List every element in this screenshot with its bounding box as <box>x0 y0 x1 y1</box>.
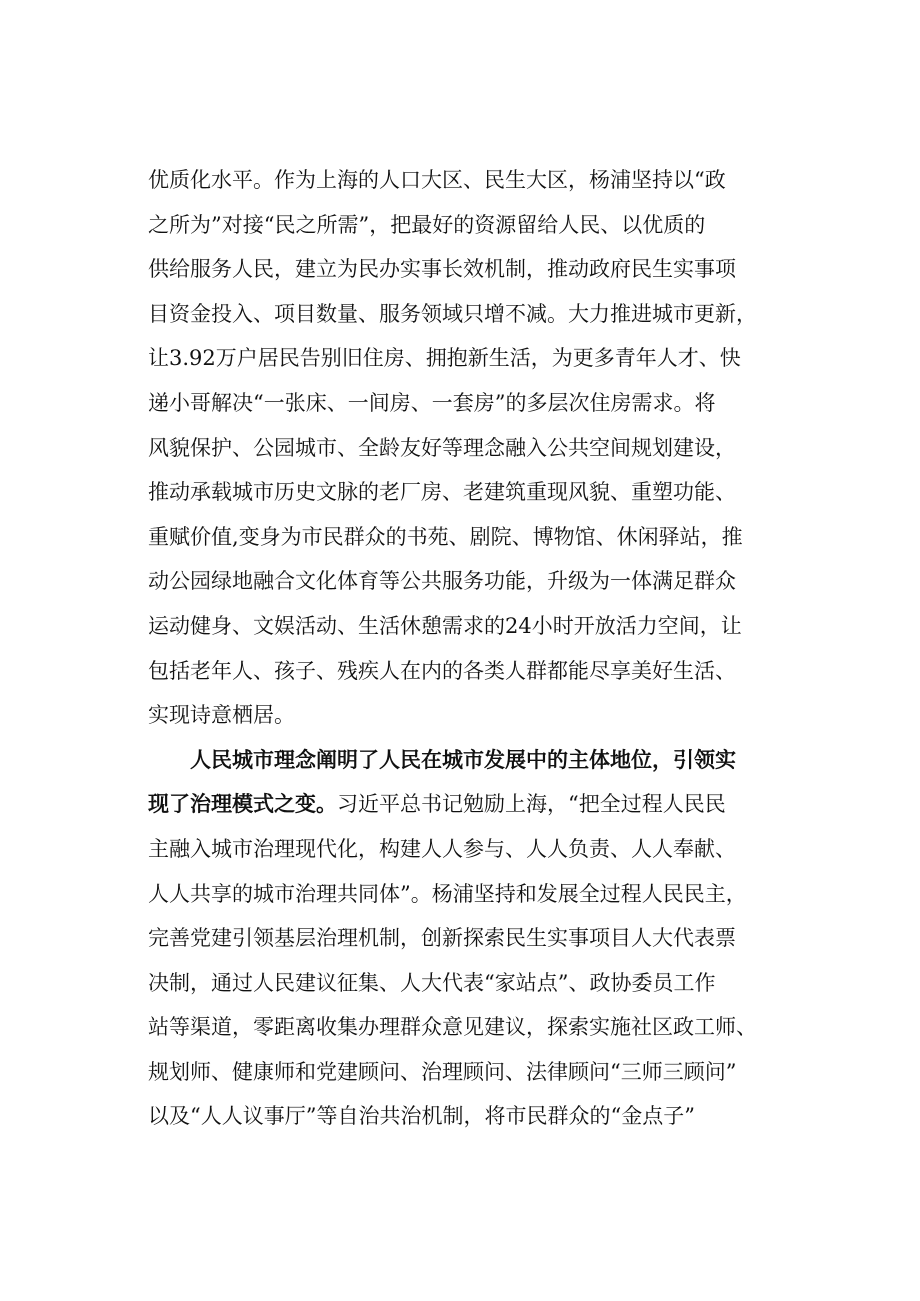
text-line: 让3.92万户居民告别旧住房、拥抱新生活，为更多青年人才、快 <box>148 346 741 371</box>
text-line: 供给服务人民，建立为民办实事长效机制，推动政府民生实事项 <box>148 257 736 282</box>
text-line: 优质化水平。作为上海的人口大区、民生大区，杨浦坚持以“政 <box>148 168 726 192</box>
text-line: 运动健身、文娱活动、生活休憩需求的24小时开放活力空间，让 <box>148 613 742 638</box>
text-line: 重赋价值,变身为市民群众的书苑、剧院、博物馆、休闲驿站，推 <box>148 524 743 549</box>
text-line: 递小哥解决“一张床、一间房、一套房”的多层次住房需求。将 <box>148 390 716 415</box>
text-line: 决制，通过人民建议征集、人大代表“家站点”、政协委员工作 <box>148 970 716 995</box>
paragraph-heading-line: 人民城市理念阐明了人民在城市发展中的主体地位，引领实 <box>190 746 736 772</box>
text-line: 人人共享的城市治理共同体”。杨浦坚持和发展全过程人民民主， <box>148 881 747 906</box>
text-line <box>148 782 808 827</box>
text-line: 实现诗意栖居。 <box>148 703 295 728</box>
text-line: 站等渠道，零距离收集办理群众意见建议，探索实施社区政工师、 <box>148 1015 757 1040</box>
text-line: 包括老年人、孩子、残疾人在内的各类人群都能尽享美好生活、 <box>148 658 736 683</box>
document-body <box>148 158 808 1139</box>
text-line: 动公园绿地融合文化体育等公共服务功能，升级为一体满足群众 <box>148 569 736 594</box>
text-line: 目资金投入、项目数量、服务领域只增不减。大力推进城市更新， <box>148 301 757 326</box>
text-line: 以及“人人议事厅”等自治共治机制，将市民群众的“金点子” <box>148 1104 695 1129</box>
text-line: 规划师、健康师和党建顾问、治理顾问、法律顾问“三师三顾问” <box>148 1059 737 1084</box>
text-line: 主融入城市治理现代化，构建人人参与、人人负责、人人奉献、 <box>148 836 736 861</box>
paragraph-text: 习近平总书记勉励上海，“把全过程人民民 <box>337 792 726 817</box>
text-line: 之所为”对接“民之所需”，把最好的资源留给人民、以优质的 <box>148 212 706 237</box>
text-line: 推动承载城市历史文脉的老厂房、老建筑重现风貌、重塑功能、 <box>148 480 736 505</box>
paragraph-1 <box>148 158 808 738</box>
text-line: 风貌保护、公园城市、全龄友好等理念融入公共空间规划建设， <box>148 435 736 460</box>
paragraph-2 <box>148 738 808 1139</box>
text-line: 完善党建引领基层治理机制，创新探索民生实事项目人大代表票 <box>148 926 736 951</box>
paragraph-heading-end: 现了治理模式之变。 <box>148 791 337 817</box>
